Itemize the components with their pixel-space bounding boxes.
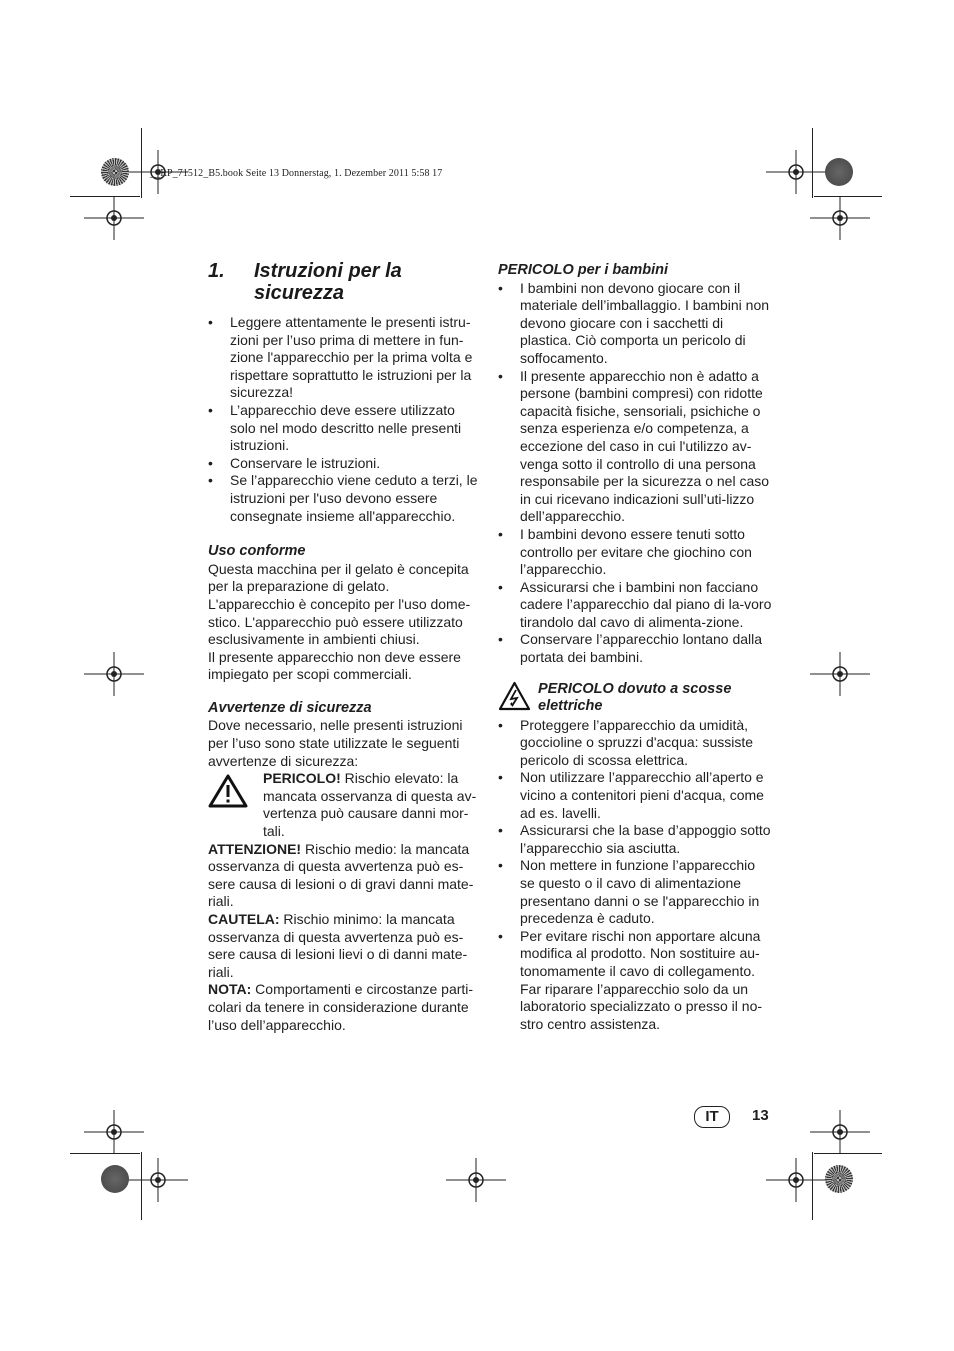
language-badge: IT <box>694 1106 730 1128</box>
note-description: Comportamenti e circostanze parti-colari da tenere in considerazione durante l’uso dell’apparecchio. <box>208 981 474 1033</box>
list-item: • Se l’apparecchio viene ceduto a terzi, le istruzioni per l'uso devono essere consegnate insieme all'apparecchio. <box>208 472 483 525</box>
caution-note <box>208 911 483 981</box>
crop-line <box>141 1152 142 1220</box>
crop-line <box>70 196 140 197</box>
crop-line <box>812 1152 813 1220</box>
section-title-text: Istruzioni per la sicurezza <box>254 260 402 304</box>
list-item: • Leggere attentamente le presenti istru-zioni per l’uso prima di mettere in fun-zione l'apparecchio per la prima volta e rispettare soprattutto le istruzioni per la sicurezza! <box>208 314 483 402</box>
crop-line <box>141 128 142 198</box>
children-list <box>498 280 773 667</box>
electric-danger-heading-row <box>498 681 773 717</box>
list-item: • L’apparecchio deve essere utilizzato solo nel modo descritto nelle presenti istruzioni. <box>208 402 483 455</box>
attention-description: Rischio medio: la mancata osservanza di questa avvertenza può es-sere causa di lesioni o di gravi danni mate-riali. <box>208 840 474 910</box>
crop-line <box>812 128 813 198</box>
note-label: NOTA: <box>208 981 252 998</box>
registration-mark-left-middle <box>84 652 144 696</box>
crop-line <box>70 1153 140 1154</box>
attention-note <box>208 841 483 911</box>
registration-mark-right-lower <box>810 1110 870 1154</box>
list-item: • I bambini non devono giocare con il materiale dell’imballaggio. I bambini non devono giocare con i sacchetti di plastica. Ciò comporta un pericolo di soffocamento. <box>498 280 773 368</box>
electric-list <box>498 717 773 1034</box>
color-target-bottom-left <box>101 1165 129 1193</box>
paragraph: L'apparecchio è concepito per l'uso dome-stico. L'apparecchio può essere utilizzato esclusivamente in ambienti chiusi. <box>208 595 471 648</box>
registration-mark-right-middle <box>810 652 870 696</box>
heading-children-danger: PERICOLO per i bambini <box>498 262 668 278</box>
color-target-bottom-right <box>825 1165 853 1193</box>
crop-line <box>814 1153 882 1154</box>
list-item: • Non mettere in funzione l’apparecchio se questo o il cavo di alimentazione presentano danni o se l'apparecchio in precedenza è caduto. <box>498 857 773 927</box>
color-target-top-left <box>101 158 129 186</box>
danger-description: Rischio elevato: la mancata osservanza di questa av-vertenza può causare danni mor-tali. <box>263 770 477 840</box>
warning-triangle-icon <box>208 774 248 808</box>
registration-mark-top-right <box>766 150 826 194</box>
page-number: 13 <box>752 1107 769 1124</box>
caution-description: Rischio minimo: la mancata osservanza di questa avvertenza può es-sere causa di lesioni lievi o di danni mate-riali. <box>208 911 468 980</box>
danger-note <box>208 770 483 840</box>
right-column <box>498 262 773 1033</box>
danger-label: PERICOLO! <box>263 770 341 787</box>
list-item: • Assicurarsi che i bambini non facciano cadere l’apparecchio dal piano di la-voro tirandolo dal cavo di alimenta-zione. <box>498 579 773 632</box>
list-item: • Assicurarsi che la base d’appoggio sotto l’apparecchio sia asciutta. <box>498 822 773 857</box>
danger-text <box>263 770 483 840</box>
crop-line <box>814 196 882 197</box>
registration-mark-right-upper <box>810 196 870 240</box>
list-item: • Conservare le istruzioni. <box>208 455 483 473</box>
left-column <box>208 314 483 1034</box>
heading-avvertenze: Avvertenze di sicurezza <box>208 699 372 716</box>
registration-mark-bottom-right <box>766 1158 826 1202</box>
attention-label: ATTENZIONE! <box>208 840 302 857</box>
registration-mark-bottom-left <box>128 1158 188 1202</box>
heading-electric-danger: PERICOLO dovuto a scosse elettriche <box>538 680 732 715</box>
paragraph: Il presente apparecchio non deve essere impiegato per scopi commerciali. <box>208 648 461 683</box>
caution-label: CAUTELA: <box>208 911 280 927</box>
list-item: • Il presente apparecchio non è adatto a persone (bambini compresi) con ridotte capacità fisiche, sensoriali, psichiche o senza esperienza e/o competenza, a eccezione del caso in cui l'utilizzo av-venga sotto il controllo di una persona responsabile per la sicurezza o nel caso in cui ricevano indicazioni sull’uti-lizzo dell’apparecchio. <box>498 368 773 526</box>
list-item: • I bambini devono essere tenuti sotto controllo per evitare che giochino con l’apparecchio. <box>498 526 773 579</box>
paragraph: Questa macchina per il gelato è concepita per la preparazione di gelato. <box>208 560 469 595</box>
registration-mark-bottom-center <box>446 1158 506 1202</box>
list-item: • Conservare l’apparecchio lontano dalla portata dei bambini. <box>498 631 773 666</box>
registration-mark-left-lower <box>84 1110 144 1154</box>
note <box>208 981 483 1034</box>
registration-mark-left-upper <box>84 196 144 240</box>
intro-list <box>208 314 483 525</box>
list-item: • Non utilizzare l’apparecchio all’aperto e vicino a contenitori pieni d'acqua, come ad es. lavelli. <box>498 769 773 822</box>
paragraph: Dove necessario, nelle presenti istruzioni per l’uso sono state utilizzate le seguenti avvertenze di sicurezza: <box>208 717 463 769</box>
color-target-top-right <box>825 158 853 186</box>
list-item: • Proteggere l’apparecchio da umidità, goccioline o spruzzi d'acqua: sussiste pericolo di scossa elettrica. <box>498 717 773 770</box>
electric-shock-icon <box>498 681 531 711</box>
section-number: 1. <box>208 260 225 282</box>
list-item: • Per evitare rischi non apportare alcuna modifica al prodotto. Non sostituire au-tonomamente il cavo di collegamento. Far riparare l’apparecchio solo da un laboratorio specializzato o presso il no-stro centro assistenza. <box>498 928 773 1034</box>
print-slug: __RP_71512_B5.book Seite 13 Donnerstag, 1. Dezember 2011 5:58 17 <box>150 168 443 179</box>
heading-uso-conforme: Uso conforme <box>208 543 306 560</box>
